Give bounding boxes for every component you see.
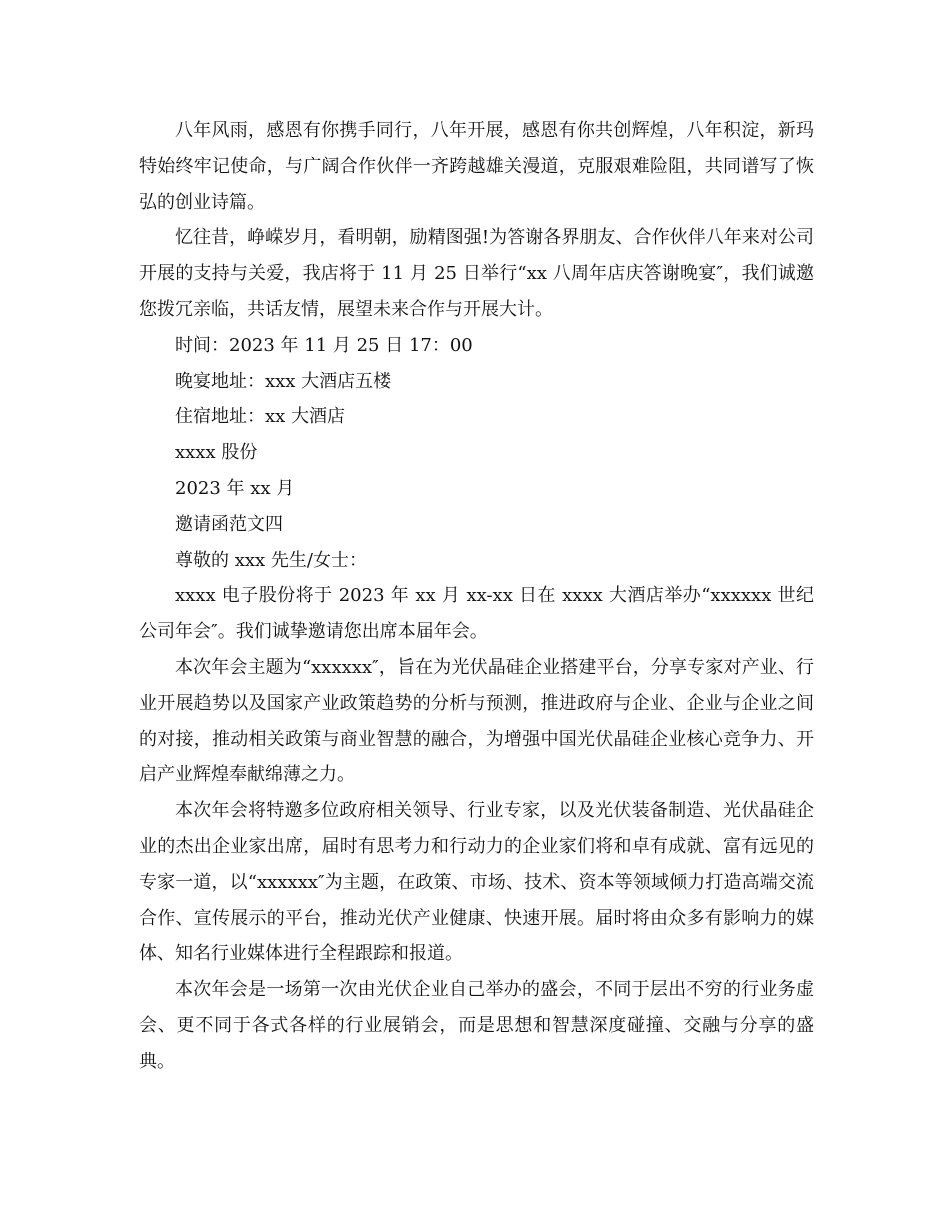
company-signature: xxxx 股份: [175, 442, 258, 464]
paragraph-summary: 本次年会是一场第一次由光伏企业自己举办的盛会，不同于层出不穷的行业务虚会、更不同于各式各样的行业展销会，而是思想和智慧深度碰撞、交融与分享的盛典。: [139, 979, 814, 1072]
event-time: 时间：2023 年 11 月 25 日 17：00: [175, 334, 473, 356]
paragraph-invitation: 忆往昔，峥嵘岁月，看明朝，励精图强!为答谢各界朋友、合作伙伴八年来对公司开展的支持与关爱，我店将于 11 月 25 日举行“xx 八周年店庆答谢晚宴″，我们诚邀您拨冗亲临，共话友情，展望未来合作与开展大计。: [139, 227, 814, 320]
paragraph-guests: 本次年会将特邀多位政府相关领导、行业专家，以及光伏装备制造、光伏晶硅企业的杰出企业家出席，届时有思考力和行动力的企业家们将和卓有成就、富有远见的专家一道，以“xxxxxx″为主题，在政策、市场、技术、资本等领域倾力打造高端交流合作、宣传展示的平台，推动光伏产业健康、快速开展。届时将由众多有影响力的媒体、知名行业媒体进行全程跟踪和报道。: [139, 800, 814, 965]
document-body: [139, 113, 814, 1080]
banquet-address: 晚宴地址：xxx 大酒店五楼: [175, 370, 392, 392]
salutation: 尊敬的 xxx 先生/女士：: [175, 549, 367, 571]
paragraph-annual-meeting: xxxx 电子股份将于 2023 年 xx 月 xx-xx 日在 xxxx 大酒店举办“xxxxxx 世纪公司年会″。我们诚挚邀请您出席本届年会。: [139, 585, 814, 643]
lodging-address: 住宿地址：xx 大酒店: [175, 406, 346, 428]
section-title: 邀请函范文四: [175, 513, 283, 535]
signature-date: 2023 年 xx 月: [175, 477, 295, 499]
paragraph-anniversary: 八年风雨，感恩有你携手同行，八年开展，感恩有你共创辉煌，八年积淀，新玛特始终牢记使命，与广阔合作伙伴一齐跨越雄关漫道，克服艰难险阻，共同谱写了恢弘的创业诗篇。: [139, 120, 814, 213]
paragraph-theme: 本次年会主题为“xxxxxx″，旨在为光伏晶硅企业搭建平台，分享专家对产业、行业开展趋势以及国家产业政策趋势的分析与预测，推进政府与企业、企业与企业之间的对接，推动相关政策与商业智慧的融合，为增强中国光伏晶硅企业核心竞争力、开启产业辉煌奉献绵薄之力。: [139, 656, 814, 786]
